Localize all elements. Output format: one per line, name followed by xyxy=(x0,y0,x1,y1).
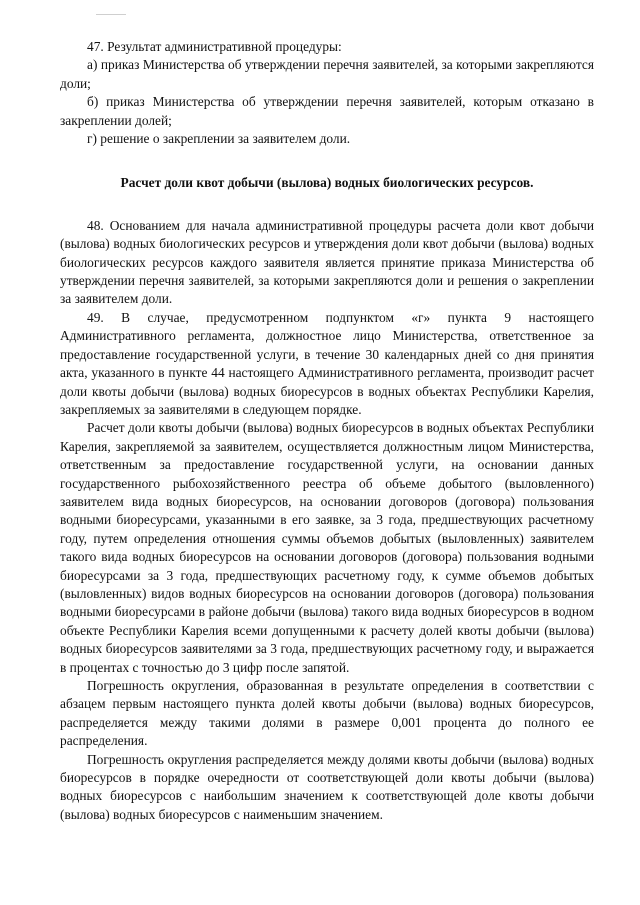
rounding-error-paragraph-1: Погрешность округления, образованная в результате определения в соответствии с абзацем первым настоящего пункта долей квоты добычи (вылова) водных биоресурсов, распределяется между такими долями в размере 0,001 процента до полного ее распределения. xyxy=(60,678,594,749)
clause-49: 49. В случае, предусмотренном подпунктом «г» пункта 9 настоящего Административного регламента, должностное лицо Министерства, ответственное за предоставление государственной услуги, в течение 30 календарных дней со дня принятия акта, указанного в пункте 44 настоящего Административного регламента, производит расчет доли квоты добычи (вылова) водных биоресурсов в водных объектах Республики Карелия, закрепляемых за заявителями в следующем порядке. xyxy=(60,309,594,417)
section-heading: Расчет доли квот добычи (вылова) водных биологических ресурсов. xyxy=(120,175,534,191)
clause-47-item-b: б) приказ Министерства об утверждении перечня заявителей, которым отказано в закреплении долей; xyxy=(60,94,594,128)
calculation-paragraph: Расчет доли квоты добычи (вылова) водных биоресурсов в водных объектах Республики Карелия, закрепляемой за заявителем, осуществляется должностным лицом Министерства, ответственным за предоставление государственной услуги, на основании данных государственного рыбохозяйственного реестра об объеме добытого (выловленного) заявителем вида водных биоресурсов, на основании договоров (договора) пользования водными биоресурсами, указанными в его заявке, за 3 года, предшествующих расчетному году, путем определения отношения суммы объемов добытых (выловленных) заявителем такого вида водных биоресурсов на основании договоров (договора) пользования водными биоресурсами за 3 года, предшествующих расчетному году, к сумме объемов добытых (выловленных) видов водных биоресурсов на основании договоров (договора) пользования водными биоресурсами в районе добычи (вылова) такого вида водных биоресурсов в водном объекте Республики Карелия всеми допущенными к расчету долей квоты добычи (вылова) водных биоресурсов заявителями за 3 года, предшествующих расчетному году, и выражается в процентах с точностью до 3 цифр после запятой. xyxy=(60,420,594,675)
rounding-error-paragraph-2: Погрешность округления распределяется между долями квоты добычи (вылова) водных биоресурсов в порядке очередности от соответствующей доли квоты добычи (вылова) водных биоресурсов с наибольшим значением к соответствующей доле квоты добычи (вылова) водных биоресурсов с наименьшим значением. xyxy=(60,751,594,822)
scan-artifact xyxy=(96,14,126,15)
clause-47-item-a: а) приказ Министерства об утверждении перечня заявителей, за которыми закрепляются доли; xyxy=(60,57,594,91)
clause-47-title: 47. Результат административной процедуры: xyxy=(87,39,342,54)
clause-48: 48. Основанием для начала административной процедуры расчета доли квот добычи (вылова) водных биологических ресурсов и утверждения доли квот добычи (вылова) водных биологических ресурсов каждого заявителя является принятие приказа Министерства об утверждении перечня заявителей, за которыми закрепляются доли и решения о закреплении за заявителем доли. xyxy=(60,217,594,307)
clause-47-item-g: г) решение о закреплении за заявителем доли. xyxy=(87,131,351,147)
